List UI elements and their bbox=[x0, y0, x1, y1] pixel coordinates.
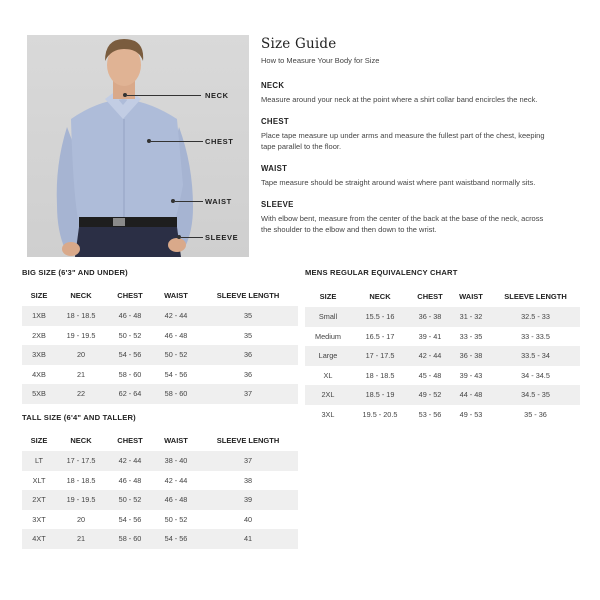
chest-instructions: Place tape measure up under arms and measure the fullest part of the chest, keeping tape parallel to the floor. bbox=[261, 131, 545, 151]
table-cell: Large bbox=[305, 346, 351, 366]
table-cell: 35 bbox=[198, 326, 298, 346]
table-cell: 18 - 18.5 bbox=[56, 306, 106, 326]
sleeve-callout-label: SLEEVE bbox=[205, 233, 239, 242]
table-cell: 3XL bbox=[305, 405, 351, 425]
sleeve-callout-line bbox=[181, 237, 203, 238]
table-cell: 19 - 19.5 bbox=[56, 490, 106, 510]
neck-section bbox=[261, 81, 551, 105]
table-cell: 49 - 52 bbox=[409, 385, 451, 405]
table-row bbox=[305, 346, 580, 366]
table-row bbox=[22, 451, 298, 471]
column-header: CHEST bbox=[409, 285, 451, 307]
table-cell: 42 - 44 bbox=[154, 471, 198, 491]
table-cell: 36 - 38 bbox=[451, 346, 491, 366]
model-illustration bbox=[27, 35, 249, 257]
table-cell: 18 - 18.5 bbox=[56, 471, 106, 491]
mens-regular-title: MENS REGULAR EQUIVALENCY CHART bbox=[305, 268, 458, 277]
table-cell: 4XB bbox=[22, 365, 56, 385]
table-cell: 46 - 48 bbox=[154, 326, 198, 346]
page-subtitle: How to Measure Your Body for Size bbox=[261, 56, 380, 65]
model-photo bbox=[27, 35, 249, 257]
column-header: CHEST bbox=[106, 429, 154, 451]
table-cell: XLT bbox=[22, 471, 56, 491]
column-header: WAIST bbox=[451, 285, 491, 307]
table-row bbox=[305, 366, 580, 386]
table-cell: 38 - 40 bbox=[154, 451, 198, 471]
table-row bbox=[22, 326, 298, 346]
table-row bbox=[22, 471, 298, 491]
table-header-row bbox=[22, 284, 298, 306]
waist-section bbox=[261, 164, 551, 188]
table-row bbox=[22, 490, 298, 510]
column-header: SIZE bbox=[22, 284, 56, 306]
sleeve-instructions: With elbow bent, measure from the center of the back at the base of the neck, across the shoulder to the elbow and then down to the wrist. bbox=[261, 214, 544, 234]
table-cell: 54 - 56 bbox=[106, 510, 154, 530]
table-row bbox=[22, 345, 298, 365]
sleeve-heading: SLEEVE bbox=[261, 200, 294, 209]
table-cell: 58 - 60 bbox=[106, 365, 154, 385]
table-cell: 21 bbox=[56, 529, 106, 549]
table-row bbox=[22, 529, 298, 549]
table-cell: 50 - 52 bbox=[106, 490, 154, 510]
column-header: CHEST bbox=[106, 284, 154, 306]
waist-callout-label: WAIST bbox=[205, 197, 232, 206]
table-cell: 37 bbox=[198, 384, 298, 404]
column-header: SIZE bbox=[22, 429, 56, 451]
table-cell: 16.5 - 17 bbox=[351, 327, 409, 347]
table-row bbox=[22, 365, 298, 385]
table-cell: 3XT bbox=[22, 510, 56, 530]
table-cell: 21 bbox=[56, 365, 106, 385]
table-cell: 18.5 - 19 bbox=[351, 385, 409, 405]
sleeve-section bbox=[261, 200, 551, 235]
waist-callout-line bbox=[175, 201, 203, 202]
table-cell: 36 - 38 bbox=[409, 307, 451, 327]
table-header-row bbox=[22, 429, 298, 451]
page-title: Size Guide bbox=[261, 36, 337, 52]
column-header: SIZE bbox=[305, 285, 351, 307]
mens-regular-table bbox=[305, 285, 580, 424]
table-cell: 33 - 35 bbox=[451, 327, 491, 347]
chest-callout-label: CHEST bbox=[205, 137, 234, 146]
table-cell: 2XB bbox=[22, 326, 56, 346]
table-cell: 54 - 56 bbox=[154, 529, 198, 549]
table-cell: 35 bbox=[198, 306, 298, 326]
table-cell: 20 bbox=[56, 510, 106, 530]
table-cell: 50 - 52 bbox=[154, 345, 198, 365]
table-row bbox=[305, 405, 580, 425]
table-cell: 34 - 34.5 bbox=[491, 366, 580, 386]
table-cell: 17 - 17.5 bbox=[56, 451, 106, 471]
neck-callout-line bbox=[127, 95, 201, 96]
column-header: NECK bbox=[351, 285, 409, 307]
table-row bbox=[22, 510, 298, 530]
table-cell: 32.5 - 33 bbox=[491, 307, 580, 327]
chest-section bbox=[261, 117, 551, 152]
table-cell: 38 bbox=[198, 471, 298, 491]
table-cell: 54 - 56 bbox=[154, 365, 198, 385]
table-cell: 15.5 - 16 bbox=[351, 307, 409, 327]
table-cell: 19.5 - 20.5 bbox=[351, 405, 409, 425]
chest-callout-line bbox=[151, 141, 203, 142]
neck-callout-label: NECK bbox=[205, 91, 229, 100]
tall-size-title: TALL SIZE (6'4" AND TALLER) bbox=[22, 413, 136, 422]
table-cell: 33 - 33.5 bbox=[491, 327, 580, 347]
table-cell: 36 bbox=[198, 345, 298, 365]
table-cell: 36 bbox=[198, 365, 298, 385]
column-header: SLEEVE LENGTH bbox=[198, 429, 298, 451]
waist-heading: WAIST bbox=[261, 164, 288, 173]
table-cell: 3XB bbox=[22, 345, 56, 365]
table-row bbox=[305, 307, 580, 327]
table-cell: 4XT bbox=[22, 529, 56, 549]
column-header: WAIST bbox=[154, 284, 198, 306]
table-cell: 5XB bbox=[22, 384, 56, 404]
waist-instructions: Tape measure should be straight around waist where pant waistband normally sits. bbox=[261, 178, 536, 187]
table-cell: 33.5 - 34 bbox=[491, 346, 580, 366]
table-cell: 46 - 48 bbox=[106, 306, 154, 326]
table-cell: 39 - 43 bbox=[451, 366, 491, 386]
big-size-title: BIG SIZE (6'3" AND UNDER) bbox=[22, 268, 128, 277]
table-cell: 46 - 48 bbox=[106, 471, 154, 491]
table-cell: 37 bbox=[198, 451, 298, 471]
column-header: SLEEVE LENGTH bbox=[491, 285, 580, 307]
table-cell: 34.5 - 35 bbox=[491, 385, 580, 405]
table-cell: 35 - 36 bbox=[491, 405, 580, 425]
table-cell: Medium bbox=[305, 327, 351, 347]
table-cell: 54 - 56 bbox=[106, 345, 154, 365]
table-cell: 20 bbox=[56, 345, 106, 365]
table-cell: 22 bbox=[56, 384, 106, 404]
chest-heading: CHEST bbox=[261, 117, 289, 126]
table-cell: 42 - 44 bbox=[409, 346, 451, 366]
table-row bbox=[305, 385, 580, 405]
neck-heading: NECK bbox=[261, 81, 285, 90]
table-cell: 39 bbox=[198, 490, 298, 510]
table-cell: 31 - 32 bbox=[451, 307, 491, 327]
table-cell: 42 - 44 bbox=[154, 306, 198, 326]
column-header: NECK bbox=[56, 429, 106, 451]
big-size-table bbox=[22, 284, 298, 404]
column-header: NECK bbox=[56, 284, 106, 306]
table-cell: 19 - 19.5 bbox=[56, 326, 106, 346]
table-cell: 53 - 56 bbox=[409, 405, 451, 425]
tall-size-table bbox=[22, 429, 298, 549]
table-cell: 40 bbox=[198, 510, 298, 530]
table-cell: 18 - 18.5 bbox=[351, 366, 409, 386]
table-row bbox=[305, 327, 580, 347]
table-cell: 49 - 53 bbox=[451, 405, 491, 425]
table-cell: 42 - 44 bbox=[106, 451, 154, 471]
table-cell: 41 bbox=[198, 529, 298, 549]
table-cell: Small bbox=[305, 307, 351, 327]
column-header: SLEEVE LENGTH bbox=[198, 284, 298, 306]
table-cell: 62 - 64 bbox=[106, 384, 154, 404]
table-row bbox=[22, 384, 298, 404]
table-cell: 50 - 52 bbox=[154, 510, 198, 530]
table-row bbox=[22, 306, 298, 326]
table-cell: 58 - 60 bbox=[154, 384, 198, 404]
table-cell: XL bbox=[305, 366, 351, 386]
column-header: WAIST bbox=[154, 429, 198, 451]
table-cell: 45 - 48 bbox=[409, 366, 451, 386]
table-cell: 1XB bbox=[22, 306, 56, 326]
table-cell: 39 - 41 bbox=[409, 327, 451, 347]
table-cell: 58 - 60 bbox=[106, 529, 154, 549]
table-cell: LT bbox=[22, 451, 56, 471]
table-cell: 2XT bbox=[22, 490, 56, 510]
table-header-row bbox=[305, 285, 580, 307]
neck-instructions: Measure around your neck at the point where a shirt collar band encircles the neck. bbox=[261, 95, 538, 104]
table-cell: 2XL bbox=[305, 385, 351, 405]
table-cell: 44 - 48 bbox=[451, 385, 491, 405]
size-guide bbox=[261, 36, 551, 235]
table-cell: 50 - 52 bbox=[106, 326, 154, 346]
table-cell: 46 - 48 bbox=[154, 490, 198, 510]
table-cell: 17 - 17.5 bbox=[351, 346, 409, 366]
